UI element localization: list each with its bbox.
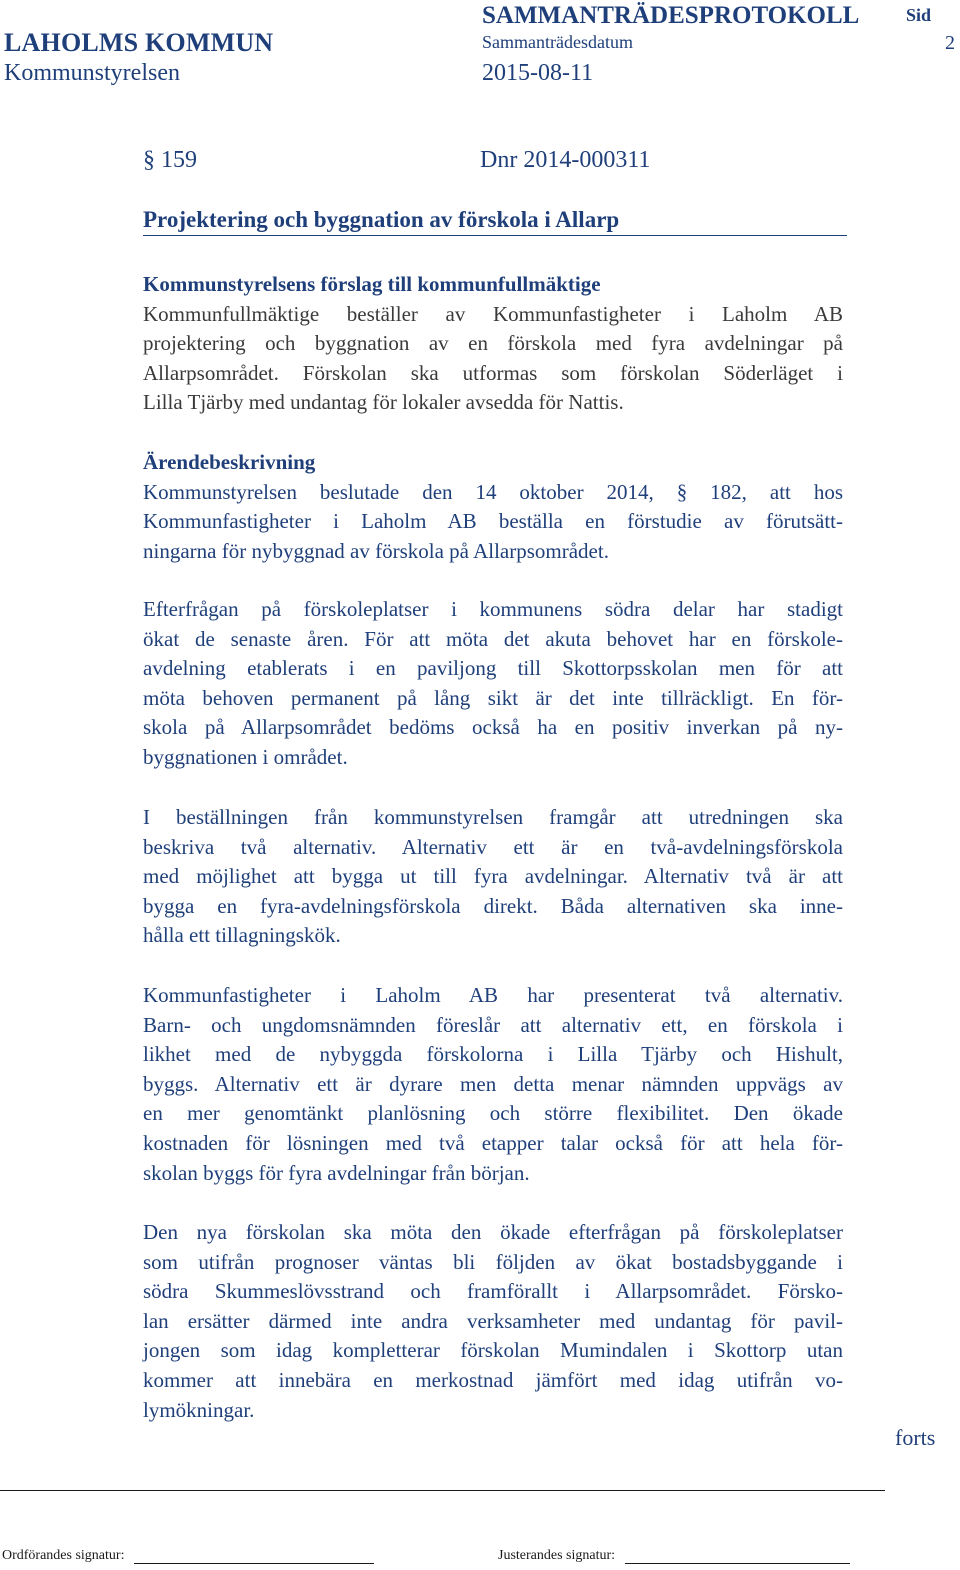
section-title: Projektering och byggnation av förskola i Allarp — [143, 207, 847, 236]
paragraph-line: som utifrån prognoser väntas bli följden av ökat bostadsbyggande i — [143, 1249, 843, 1274]
description-paragraph-3 — [143, 803, 843, 951]
proposal-line: Kommunfullmäktige beställer av Kommunfastigheter i Laholm AB — [143, 301, 843, 326]
footer-divider — [0, 1490, 885, 1491]
meeting-date-label: Sammanträdesdatum — [482, 32, 633, 52]
organization-name: LAHOLMS KOMMUN — [4, 28, 274, 57]
page-number: 2 — [945, 32, 955, 54]
paragraph-line: skolan byggs för fyra avdelningar från början. — [143, 1160, 530, 1185]
paragraph-line: kostnaden för lösningen med två etapper talar också för att hela för- — [143, 1130, 843, 1155]
paragraph-line: lan ersätter därmed inte andra verksamheter med undantag för pavil- — [143, 1308, 843, 1333]
page-label: Sid — [906, 5, 932, 25]
paragraph-line: Efterfrågan på förskoleplatser i kommunens södra delar har stadigt — [143, 597, 843, 621]
description-paragraph-4 — [143, 981, 843, 1188]
paragraph-line: Kommunfastigheter i Laholm AB har presenterat två alternativ. — [143, 983, 843, 1007]
paragraph-line: södra Skummeslövsstrand och framförallt i Allarpsområdet. Försko- — [143, 1279, 843, 1304]
continuation-marker: forts — [895, 1425, 936, 1450]
paragraph-line: byggs. Alternativ ett är dyrare men detta menar nämnden uppvägs av — [143, 1071, 843, 1096]
paragraph-line: lymökningar. — [143, 1397, 255, 1422]
paragraph-row — [143, 147, 651, 174]
paragraph-line: hålla ett tillagningskök. — [143, 923, 341, 948]
paragraph-line: I beställningen från kommunstyrelsen framgår att utredningen ska — [143, 805, 843, 829]
paragraph-line: kommer att innebära en merkostnad jämfört med idag utifrån vo- — [143, 1367, 843, 1392]
paragraph-line: jongen som idag kompletterar förskolan Mumindalen i Skottorp utan — [143, 1338, 843, 1363]
proposal-heading: Kommunstyrelsens förslag till kommunfullmäktige — [143, 272, 601, 296]
description-heading: Ärendebeskrivning — [143, 450, 316, 474]
proposal-line: Lilla Tjärby med undantag för lokaler avsedda för Nattis. — [143, 390, 624, 415]
paragraph-line: skola på Allarpsområdet bedöms också ha en positiv inverkan på ny- — [143, 715, 843, 740]
paragraph-line: bygga en fyra-avdelningsförskola direkt. Båda alternativen ska inne- — [143, 893, 843, 918]
paragraph-line: Kommunstyrelsen beslutade den 14 oktober 2014, § 182, att hos — [143, 479, 843, 504]
proposal-line: projektering och byggnation av en förskola med fyra avdelningar på — [143, 331, 843, 356]
paragraph-line: ökat de senaste åren. För att möta det akuta behovet har en förskole- — [143, 626, 843, 651]
paragraph-line: Den nya förskolan ska möta den ökade efterfrågan på förskoleplatser — [143, 1220, 843, 1244]
meeting-date: 2015-08-11 — [482, 60, 594, 86]
paragraph-number: § 159 — [143, 147, 197, 173]
description-block-1 — [143, 448, 843, 566]
paragraph-line: möta behoven permanent på lång sikt är det inte tillräckligt. En för- — [143, 685, 843, 710]
paragraph-line: en mer genomtänkt planlösning och större flexibilitet. Den ökade — [143, 1101, 843, 1126]
adjuster-signature-label: Justerandes signatur: — [498, 1548, 616, 1563]
department-name: Kommunstyrelsen — [4, 60, 180, 86]
paragraph-line: Kommunfastigheter i Laholm AB beställa en förstudie av förutsätt- — [143, 509, 843, 534]
paragraph-line: beskriva två alternativ. Alternativ ett är en två-avdelningsförskola — [143, 834, 843, 859]
paragraph-line: avdelning etablerats i en paviljong till Skottorpsskolan men för att — [143, 656, 843, 681]
chair-signature — [2, 1548, 374, 1564]
adjuster-signature — [498, 1548, 850, 1564]
document-type-title: SAMMANTRÄDESPROTOKOLL — [482, 2, 860, 29]
chair-signature-label: Ordförandes signatur: — [2, 1548, 125, 1563]
description-paragraph-5 — [143, 1218, 843, 1425]
proposal-block — [143, 270, 843, 418]
paragraph-line: med möjlighet att bygga ut till fyra avdelningar. Alternativ två är att — [143, 864, 843, 889]
adjuster-signature-line — [625, 1549, 850, 1564]
paragraph-line: ningarna för nybyggnad av förskola på Allarpsområdet. — [143, 538, 609, 563]
paragraph-line: Barn- och ungdomsnämnden föreslår att alternativ ett, en förskola i — [143, 1012, 843, 1037]
description-paragraph-2 — [143, 595, 843, 773]
diary-number: Dnr 2014-000311 — [480, 147, 651, 173]
paragraph-line: byggnationen i området. — [143, 744, 348, 769]
chair-signature-line — [134, 1549, 374, 1564]
proposal-line: Allarpsområdet. Förskolan ska utformas som förskolan Söderläget i — [143, 360, 843, 385]
paragraph-line: likhet med de nybyggda förskolorna i Lilla Tjärby och Hishult, — [143, 1042, 843, 1067]
